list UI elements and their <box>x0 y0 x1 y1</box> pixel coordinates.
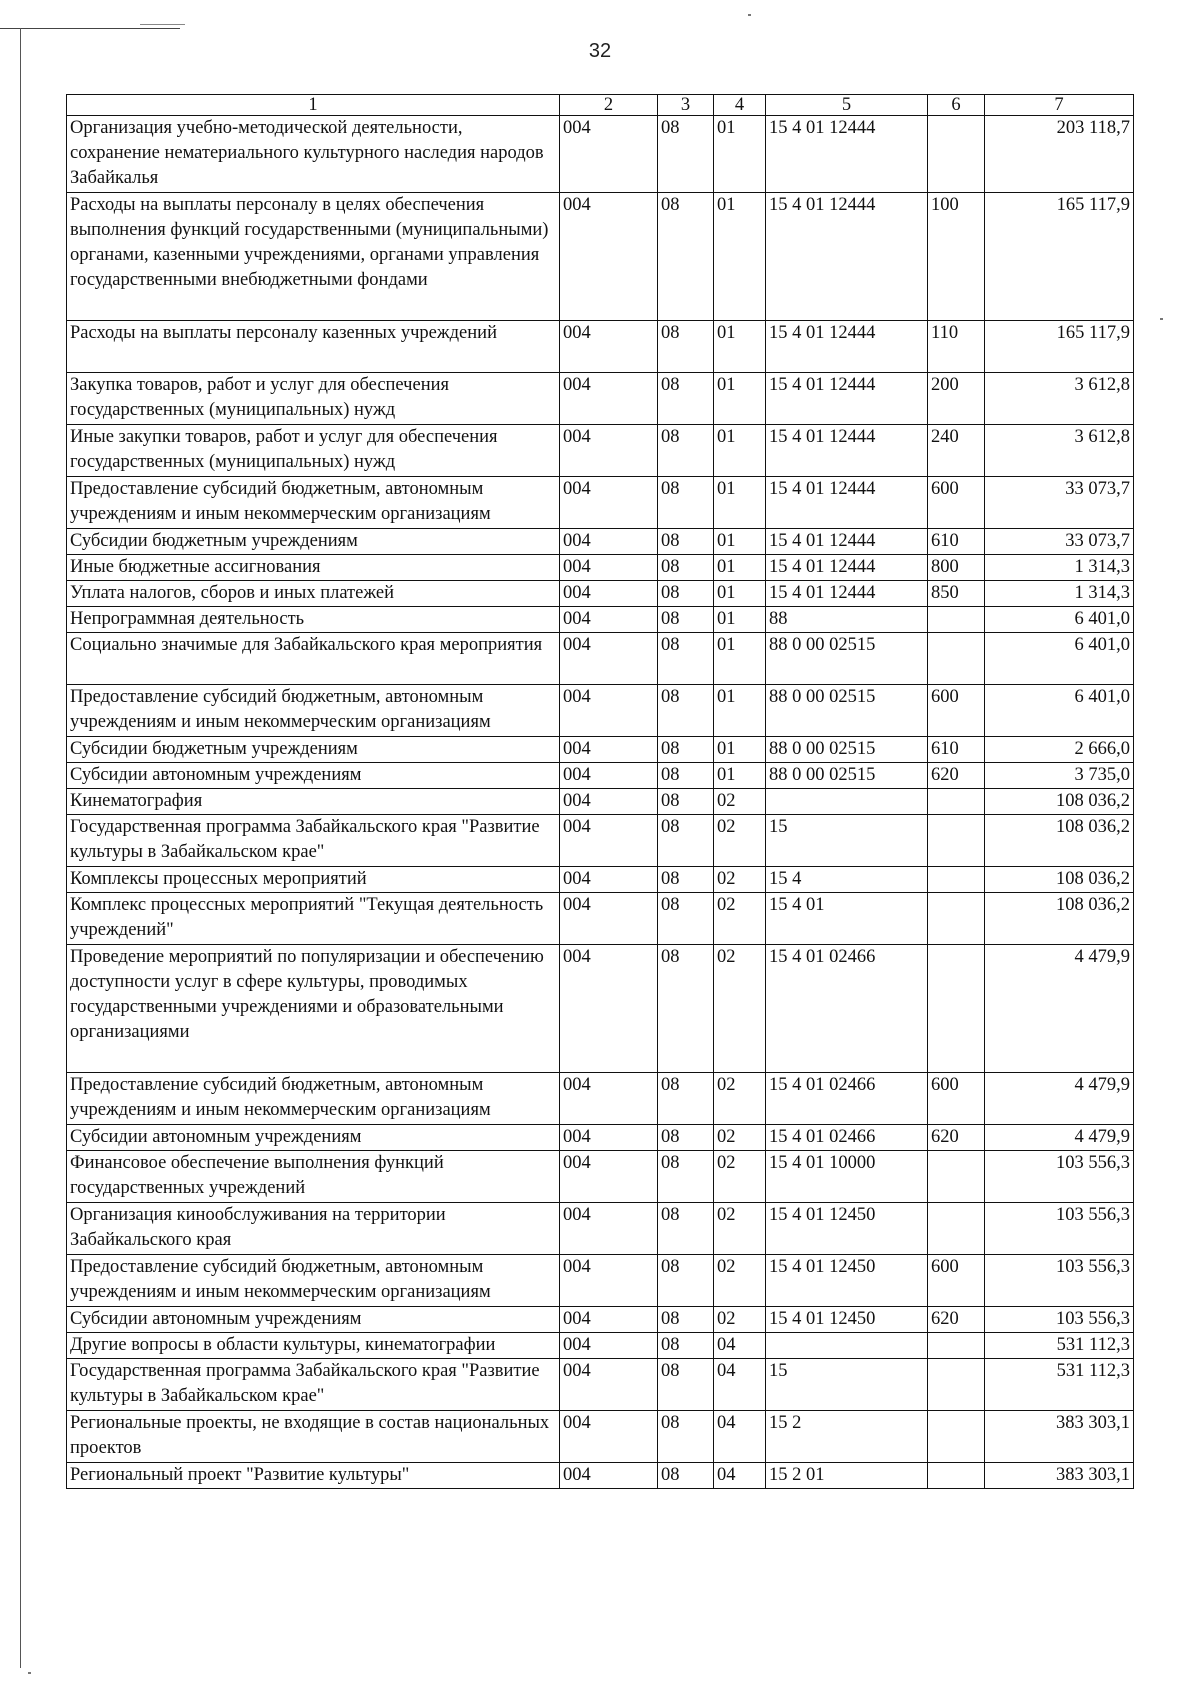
row-code-3: 08 <box>658 1125 714 1151</box>
row-description: Региональные проекты, не входящие в состав национальных проектов <box>67 1411 560 1463</box>
row-code-6 <box>928 633 985 685</box>
row-code-5: 15 4 01 12444 <box>766 116 928 193</box>
table-row <box>67 1125 1134 1151</box>
row-code-4: 01 <box>714 581 766 607</box>
table-row <box>67 789 1134 815</box>
row-code-3: 08 <box>658 321 714 373</box>
row-code-2: 004 <box>560 1125 658 1151</box>
row-code-5: 15 <box>766 815 928 867</box>
row-code-4: 02 <box>714 893 766 945</box>
row-code-3: 08 <box>658 763 714 789</box>
row-code-6: 600 <box>928 685 985 737</box>
row-code-4: 01 <box>714 685 766 737</box>
row-amount: 6 401,0 <box>985 607 1134 633</box>
table-row <box>67 555 1134 581</box>
scan-artifact-line <box>0 28 180 29</box>
row-code-4: 02 <box>714 1151 766 1203</box>
row-code-5: 15 4 01 12444 <box>766 425 928 477</box>
row-description: Другие вопросы в области культуры, кинематографии <box>67 1333 560 1359</box>
row-code-5: 88 0 00 02515 <box>766 685 928 737</box>
row-amount: 103 556,3 <box>985 1307 1134 1333</box>
row-code-5: 15 4 01 02466 <box>766 1125 928 1151</box>
row-description: Расходы на выплаты персоналу в целях обеспечения выполнения функций государственными (муниципальными) органами, казенными учреждениями, органами управления государственными внебюджетными фондами <box>67 193 560 321</box>
row-amount: 33 073,7 <box>985 529 1134 555</box>
row-code-2: 004 <box>560 529 658 555</box>
table-row <box>67 425 1134 477</box>
table-row <box>67 321 1134 373</box>
row-description: Уплата налогов, сборов и иных платежей <box>67 581 560 607</box>
row-description: Организация кинообслуживания на территории Забайкальского края <box>67 1203 560 1255</box>
page-number: 32 <box>588 40 612 62</box>
row-code-4: 02 <box>714 1073 766 1125</box>
row-code-4: 01 <box>714 763 766 789</box>
row-code-5: 15 4 01 02466 <box>766 1073 928 1125</box>
row-code-3: 08 <box>658 1333 714 1359</box>
row-code-4: 02 <box>714 815 766 867</box>
row-code-5: 15 4 <box>766 867 928 893</box>
row-amount: 531 112,3 <box>985 1333 1134 1359</box>
row-code-2: 004 <box>560 425 658 477</box>
row-description: Государственная программа Забайкальского края "Развитие культуры в Забайкальском крае" <box>67 815 560 867</box>
row-amount: 6 401,0 <box>985 633 1134 685</box>
row-code-3: 08 <box>658 1359 714 1411</box>
row-code-6: 200 <box>928 373 985 425</box>
row-code-4: 04 <box>714 1463 766 1489</box>
row-code-4: 01 <box>714 116 766 193</box>
row-code-3: 08 <box>658 1255 714 1307</box>
row-code-6: 620 <box>928 763 985 789</box>
row-code-2: 004 <box>560 555 658 581</box>
row-amount: 108 036,2 <box>985 867 1134 893</box>
row-amount: 531 112,3 <box>985 1359 1134 1411</box>
row-code-5: 15 4 01 12444 <box>766 581 928 607</box>
row-code-5: 15 4 01 12444 <box>766 321 928 373</box>
row-code-5: 15 4 01 12444 <box>766 529 928 555</box>
row-code-3: 08 <box>658 1203 714 1255</box>
row-code-3: 08 <box>658 373 714 425</box>
row-code-2: 004 <box>560 1203 658 1255</box>
row-code-6 <box>928 893 985 945</box>
row-code-3: 08 <box>658 1151 714 1203</box>
row-code-6: 100 <box>928 193 985 321</box>
row-code-5: 15 4 01 12444 <box>766 373 928 425</box>
row-code-2: 004 <box>560 685 658 737</box>
row-code-4: 02 <box>714 867 766 893</box>
row-description: Субсидии бюджетным учреждениям <box>67 529 560 555</box>
row-code-3: 08 <box>658 425 714 477</box>
row-amount: 108 036,2 <box>985 893 1134 945</box>
row-code-3: 08 <box>658 477 714 529</box>
row-code-6: 600 <box>928 477 985 529</box>
row-amount: 2 666,0 <box>985 737 1134 763</box>
row-description: Предоставление субсидий бюджетным, автономным учреждениям и иным некоммерческим организациям <box>67 1073 560 1125</box>
row-code-2: 004 <box>560 893 658 945</box>
table-row <box>67 1073 1134 1125</box>
row-code-5: 15 <box>766 1359 928 1411</box>
row-code-3: 08 <box>658 607 714 633</box>
row-description: Закупка товаров, работ и услуг для обеспечения государственных (муниципальных) нужд <box>67 373 560 425</box>
table-row <box>67 737 1134 763</box>
scan-artifact-dot <box>748 14 751 16</box>
table-row <box>67 193 1134 321</box>
row-code-6: 620 <box>928 1125 985 1151</box>
row-code-6 <box>928 1203 985 1255</box>
row-code-3: 08 <box>658 815 714 867</box>
row-code-3: 08 <box>658 193 714 321</box>
row-amount: 108 036,2 <box>985 789 1134 815</box>
row-amount: 165 117,9 <box>985 321 1134 373</box>
row-code-5 <box>766 789 928 815</box>
row-code-6: 240 <box>928 425 985 477</box>
row-code-6 <box>928 867 985 893</box>
row-code-4: 04 <box>714 1411 766 1463</box>
table-row <box>67 581 1134 607</box>
row-code-3: 08 <box>658 867 714 893</box>
row-description: Субсидии автономным учреждениям <box>67 763 560 789</box>
row-code-5: 15 4 01 12444 <box>766 477 928 529</box>
row-amount: 203 118,7 <box>985 116 1134 193</box>
row-description: Расходы на выплаты персоналу казенных учреждений <box>67 321 560 373</box>
budget-table <box>66 94 1134 1489</box>
row-code-3: 08 <box>658 555 714 581</box>
row-code-3: 08 <box>658 685 714 737</box>
row-code-2: 004 <box>560 1307 658 1333</box>
row-code-2: 004 <box>560 737 658 763</box>
row-code-5: 15 4 01 12450 <box>766 1203 928 1255</box>
scan-artifact-dot <box>1160 318 1163 320</box>
row-code-5: 15 4 01 <box>766 893 928 945</box>
column-header: 2 <box>560 95 658 116</box>
row-code-2: 004 <box>560 633 658 685</box>
row-code-4: 04 <box>714 1359 766 1411</box>
row-description: Субсидии автономным учреждениям <box>67 1307 560 1333</box>
row-code-4: 02 <box>714 1203 766 1255</box>
column-header: 1 <box>67 95 560 116</box>
row-code-6: 110 <box>928 321 985 373</box>
row-code-5 <box>766 1333 928 1359</box>
table-header-row <box>67 95 1134 116</box>
table-row <box>67 763 1134 789</box>
row-amount: 4 479,9 <box>985 945 1134 1073</box>
row-description: Субсидии автономным учреждениям <box>67 1125 560 1151</box>
row-amount: 103 556,3 <box>985 1203 1134 1255</box>
table-row <box>67 1151 1134 1203</box>
row-description: Комплекс процессных мероприятий "Текущая деятельность учреждений" <box>67 893 560 945</box>
row-description: Непрограммная деятельность <box>67 607 560 633</box>
row-code-6 <box>928 1463 985 1489</box>
table-row <box>67 1359 1134 1411</box>
row-amount: 3 612,8 <box>985 425 1134 477</box>
row-code-2: 004 <box>560 373 658 425</box>
table-row <box>67 1333 1134 1359</box>
row-description: Предоставление субсидий бюджетным, автономным учреждениям и иным некоммерческим организациям <box>67 1255 560 1307</box>
row-amount: 6 401,0 <box>985 685 1134 737</box>
row-description: Государственная программа Забайкальского края "Развитие культуры в Забайкальском крае" <box>67 1359 560 1411</box>
row-code-4: 02 <box>714 1255 766 1307</box>
row-amount: 4 479,9 <box>985 1125 1134 1151</box>
row-description: Предоставление субсидий бюджетным, автономным учреждениям и иным некоммерческим организациям <box>67 477 560 529</box>
row-code-2: 004 <box>560 193 658 321</box>
column-header: 3 <box>658 95 714 116</box>
row-code-2: 004 <box>560 789 658 815</box>
row-description: Региональный проект "Развитие культуры" <box>67 1463 560 1489</box>
row-code-6 <box>928 1359 985 1411</box>
row-code-5: 88 0 00 02515 <box>766 737 928 763</box>
column-header: 7 <box>985 95 1134 116</box>
table-row <box>67 529 1134 555</box>
row-code-2: 004 <box>560 1255 658 1307</box>
row-code-6: 610 <box>928 529 985 555</box>
row-code-6 <box>928 116 985 193</box>
row-code-4: 01 <box>714 321 766 373</box>
row-code-6 <box>928 607 985 633</box>
table-row <box>67 607 1134 633</box>
row-description: Субсидии бюджетным учреждениям <box>67 737 560 763</box>
row-description: Иные бюджетные ассигнования <box>67 555 560 581</box>
row-code-2: 004 <box>560 763 658 789</box>
row-code-5: 15 2 01 <box>766 1463 928 1489</box>
row-amount: 3 612,8 <box>985 373 1134 425</box>
row-amount: 383 303,1 <box>985 1463 1134 1489</box>
column-header: 5 <box>766 95 928 116</box>
row-code-6: 850 <box>928 581 985 607</box>
row-amount: 33 073,7 <box>985 477 1134 529</box>
row-description: Проведение мероприятий по популяризации и обеспечению доступности услуг в сфере культуры, проводимых государственными учреждениями и образовательными организациями <box>67 945 560 1073</box>
row-amount: 108 036,2 <box>985 815 1134 867</box>
table-row <box>67 1203 1134 1255</box>
row-code-6: 610 <box>928 737 985 763</box>
row-code-6: 800 <box>928 555 985 581</box>
row-code-5: 88 0 00 02515 <box>766 763 928 789</box>
row-code-4: 01 <box>714 425 766 477</box>
scan-artifact-dot <box>28 1672 31 1674</box>
row-amount: 3 735,0 <box>985 763 1134 789</box>
row-amount: 1 314,3 <box>985 581 1134 607</box>
row-code-2: 004 <box>560 1333 658 1359</box>
scan-artifact-line <box>140 24 185 25</box>
row-code-2: 004 <box>560 867 658 893</box>
row-code-5: 15 2 <box>766 1411 928 1463</box>
table-row <box>67 867 1134 893</box>
row-description: Комплексы процессных мероприятий <box>67 867 560 893</box>
table-row <box>67 1255 1134 1307</box>
row-description: Социально значимые для Забайкальского края мероприятия <box>67 633 560 685</box>
row-code-2: 004 <box>560 945 658 1073</box>
row-code-2: 004 <box>560 815 658 867</box>
row-code-4: 01 <box>714 737 766 763</box>
row-amount: 4 479,9 <box>985 1073 1134 1125</box>
table-row <box>67 633 1134 685</box>
row-code-3: 08 <box>658 893 714 945</box>
row-code-6: 600 <box>928 1255 985 1307</box>
table-row <box>67 1411 1134 1463</box>
row-code-2: 004 <box>560 581 658 607</box>
row-code-3: 08 <box>658 529 714 555</box>
row-code-6: 620 <box>928 1307 985 1333</box>
row-code-5: 15 4 01 02466 <box>766 945 928 1073</box>
row-code-6 <box>928 1411 985 1463</box>
row-code-6 <box>928 945 985 1073</box>
row-description: Финансовое обеспечение выполнения функций государственных учреждений <box>67 1151 560 1203</box>
row-code-5: 15 4 01 10000 <box>766 1151 928 1203</box>
row-code-3: 08 <box>658 633 714 685</box>
row-code-6 <box>928 789 985 815</box>
row-code-6 <box>928 1333 985 1359</box>
row-code-3: 08 <box>658 737 714 763</box>
row-code-4: 01 <box>714 193 766 321</box>
row-code-4: 04 <box>714 1333 766 1359</box>
row-code-5: 88 0 00 02515 <box>766 633 928 685</box>
table-row <box>67 477 1134 529</box>
table-row <box>67 945 1134 1073</box>
table-row <box>67 373 1134 425</box>
row-code-4: 01 <box>714 607 766 633</box>
row-code-2: 004 <box>560 1073 658 1125</box>
table-row <box>67 116 1134 193</box>
row-code-3: 08 <box>658 1411 714 1463</box>
row-amount: 1 314,3 <box>985 555 1134 581</box>
row-code-2: 004 <box>560 1359 658 1411</box>
row-code-5: 15 4 01 12444 <box>766 193 928 321</box>
row-code-2: 004 <box>560 477 658 529</box>
row-code-2: 004 <box>560 1151 658 1203</box>
row-code-3: 08 <box>658 1073 714 1125</box>
row-code-4: 02 <box>714 1125 766 1151</box>
row-amount: 383 303,1 <box>985 1411 1134 1463</box>
row-description: Иные закупки товаров, работ и услуг для обеспечения государственных (муниципальных) нужд <box>67 425 560 477</box>
row-code-6 <box>928 1151 985 1203</box>
row-code-6 <box>928 815 985 867</box>
row-code-4: 02 <box>714 945 766 1073</box>
row-code-3: 08 <box>658 1307 714 1333</box>
row-code-4: 02 <box>714 789 766 815</box>
column-header: 6 <box>928 95 985 116</box>
row-code-3: 08 <box>658 581 714 607</box>
row-code-6: 600 <box>928 1073 985 1125</box>
row-amount: 103 556,3 <box>985 1255 1134 1307</box>
column-header: 4 <box>714 95 766 116</box>
table-row <box>67 685 1134 737</box>
row-code-4: 02 <box>714 1307 766 1333</box>
row-code-4: 01 <box>714 529 766 555</box>
row-code-2: 004 <box>560 1463 658 1489</box>
row-code-3: 08 <box>658 945 714 1073</box>
row-code-5: 15 4 01 12450 <box>766 1307 928 1333</box>
row-code-2: 004 <box>560 321 658 373</box>
row-code-3: 08 <box>658 789 714 815</box>
row-code-5: 15 4 01 12450 <box>766 1255 928 1307</box>
row-code-3: 08 <box>658 1463 714 1489</box>
table-row <box>67 815 1134 867</box>
row-code-5: 15 4 01 12444 <box>766 555 928 581</box>
row-description: Организация учебно-методической деятельности, сохранение нематериального культурного наследия народов Забайкалья <box>67 116 560 193</box>
row-code-2: 004 <box>560 116 658 193</box>
row-amount: 103 556,3 <box>985 1151 1134 1203</box>
row-description: Предоставление субсидий бюджетным, автономным учреждениям и иным некоммерческим организациям <box>67 685 560 737</box>
row-code-5: 88 <box>766 607 928 633</box>
row-code-3: 08 <box>658 116 714 193</box>
row-code-4: 01 <box>714 373 766 425</box>
row-description: Кинематография <box>67 789 560 815</box>
row-code-4: 01 <box>714 477 766 529</box>
table-row <box>67 1463 1134 1489</box>
row-code-2: 004 <box>560 607 658 633</box>
scan-artifact-edge <box>20 28 21 1668</box>
table-row <box>67 893 1134 945</box>
table-row <box>67 1307 1134 1333</box>
row-code-4: 01 <box>714 633 766 685</box>
row-amount: 165 117,9 <box>985 193 1134 321</box>
row-code-4: 01 <box>714 555 766 581</box>
row-code-2: 004 <box>560 1411 658 1463</box>
